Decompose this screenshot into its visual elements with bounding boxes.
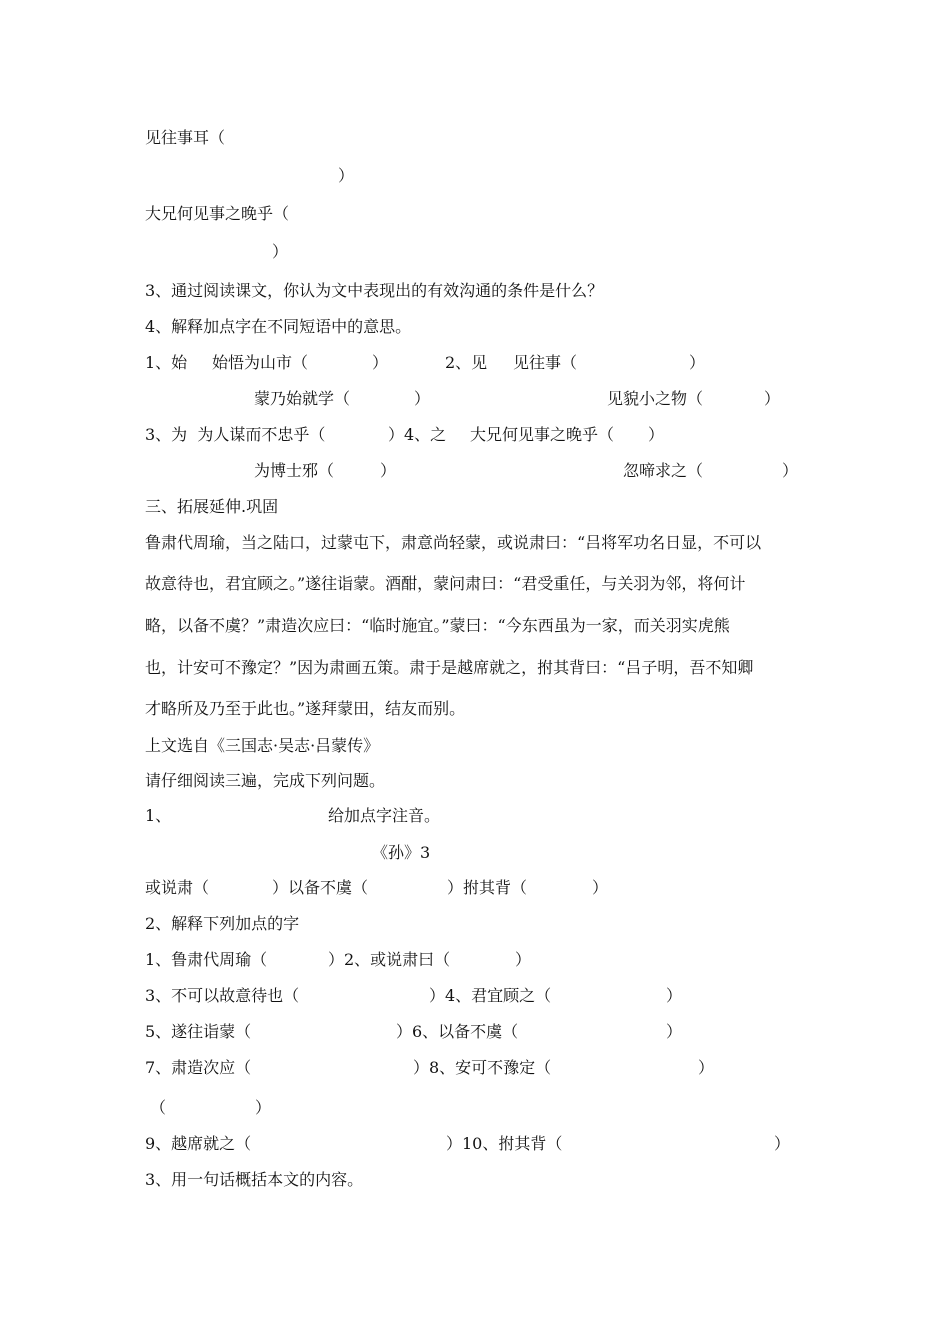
text-line: ） — [782, 461, 799, 480]
text-line: 1、始 — [145, 353, 188, 372]
text-line: 为博士邪（ — [254, 461, 335, 480]
text-line: 大兄何见事之晚乎（ — [470, 425, 615, 444]
text-line: ）4、之 — [388, 425, 447, 444]
page-marker: 《孙》3 — [372, 843, 431, 862]
text-line: ） — [648, 425, 665, 444]
text-line: （ — [150, 1098, 167, 1117]
source-line: 上文选自《三国志·吴志·吕蒙传》 — [145, 736, 380, 755]
text-line: 1、鲁肃代周瑜（ — [145, 950, 268, 969]
section-heading: 三、拓展延伸.巩固 — [145, 497, 279, 516]
text-line: 给加点字注音。 — [328, 806, 441, 825]
passage-line: 略，以备不虞？”肃造次应曰：“临时施宜。”蒙曰：“今东西虽为一家，而关羽实虎熊 — [145, 616, 730, 635]
passage-line: 故意待也，君宜顾之。”遂往诣蒙。酒酣，蒙问肃曰：“君受重任，与关羽为邻，将何计 — [145, 574, 746, 593]
text-line: ） — [689, 353, 706, 372]
text-line: ） — [666, 986, 683, 1005]
text-line: ）拊其背（ — [447, 878, 528, 897]
text-line: ） — [272, 242, 289, 261]
text-line: ）以备不虞（ — [272, 878, 369, 897]
text-line: 见貌小之物（ — [607, 389, 704, 408]
text-line: 9、越席就之（ — [145, 1134, 252, 1153]
text-line: ） — [414, 389, 431, 408]
text-line: 见往事耳（ — [145, 128, 226, 147]
text-line: ） — [666, 1022, 683, 1041]
text-line: 3、为 为人谋而不忠乎（ — [145, 425, 326, 444]
text-line: 忽啼求之（ — [623, 461, 704, 480]
text-line: ） — [698, 1058, 715, 1077]
text-line: ） — [372, 353, 389, 372]
passage-line: 也，计安可不豫定？”因为肃画五策。肃于是越席就之，拊其背曰：“吕子明，吾不知卿 — [145, 658, 754, 677]
text-line: 始悟为山市（ — [212, 353, 309, 372]
text-line: ） — [774, 1134, 791, 1153]
text-line: ） — [380, 461, 397, 480]
text-line: ）10、拊其背（ — [446, 1134, 563, 1153]
text-line: 见往事（ — [513, 353, 578, 372]
text-line: 蒙乃始就学（ — [254, 389, 351, 408]
text-line: ）2、或说肃曰（ — [328, 950, 451, 969]
text-line: ）4、君宜顾之（ — [429, 986, 552, 1005]
passage-line: 鲁肃代周瑜，当之陆口，过蒙屯下，肃意尚轻蒙，或说肃曰：“吕将军功名日显，不可以 — [145, 533, 762, 552]
text-line: 1、 — [145, 806, 172, 825]
text-line: 7、肃造次应（ — [145, 1058, 252, 1077]
text-line: ） — [255, 1098, 272, 1117]
text-line: 2、见 — [445, 353, 488, 372]
question-line: 3、通过阅读课文，你认为文中表现出的有效沟通的条件是什么？ — [145, 281, 604, 300]
question-line: 3、用一句话概括本文的内容。 — [145, 1170, 364, 1189]
text-line: ）6、以备不虞（ — [396, 1022, 519, 1041]
text-line: ） — [515, 950, 532, 969]
text-line: ） — [764, 389, 781, 408]
text-line: 3、不可以故意待也（ — [145, 986, 300, 1005]
text-line: 大兄何见事之晚乎（ — [145, 204, 290, 223]
text-line: ）8、安可不豫定（ — [413, 1058, 552, 1077]
text-line: ） — [338, 166, 355, 185]
text-line: 5、遂往诣蒙（ — [145, 1022, 252, 1041]
passage-line: 才略所及乃至于此也。”遂拜蒙田，结友而别。 — [145, 699, 466, 718]
instruction-line: 请仔细阅读三遍，完成下列问题。 — [145, 771, 386, 790]
question-line: 4、解释加点字在不同短语中的意思。 — [145, 317, 412, 336]
text-line: 或说肃（ — [145, 878, 210, 897]
text-line: ） — [592, 878, 609, 897]
question-line: 2、解释下列加点的字 — [145, 914, 300, 933]
